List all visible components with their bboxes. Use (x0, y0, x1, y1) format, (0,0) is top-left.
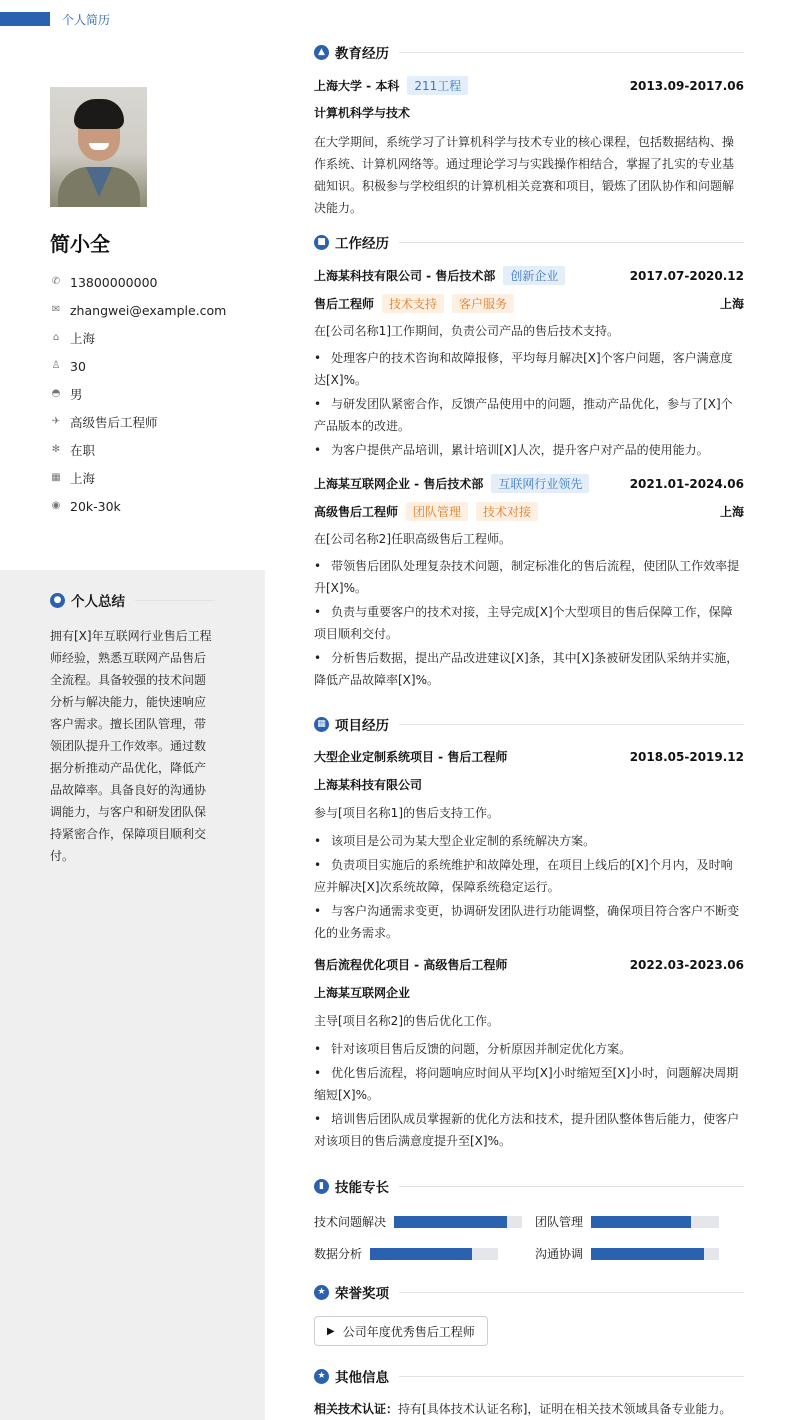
contact-info-text: 13800000000 (70, 274, 158, 290)
role-tag: 技术对接 (476, 502, 538, 521)
summary-header (50, 590, 215, 610)
project-row (314, 956, 744, 973)
job-role-row (314, 502, 744, 521)
school-name: 上海大学 - 本科 (314, 79, 400, 93)
job-bullets (314, 555, 744, 693)
job-company: 上海某互联网企业 - 售后技术部 (314, 477, 484, 491)
contact-info-text: 上海 (70, 471, 96, 486)
skill-bar-fill (370, 1248, 472, 1260)
project-intro: 主导[项目名称2]的售后优化工作。 (314, 1014, 499, 1028)
skill-bar-fill (591, 1248, 704, 1260)
section-divider (399, 1186, 744, 1187)
job-role: 售后工程师 (314, 297, 375, 311)
other-label: 相关技术认证： (314, 1402, 399, 1416)
section-divider (399, 52, 744, 53)
contact-info-text: 在职 (70, 443, 96, 458)
job-role-row (314, 294, 744, 313)
list-item: • 负责与重要客户的技术对接，主导完成[X]个大型项目的售后保障工作，保障项目顺利交付。 (314, 601, 744, 645)
project-name: 售后流程优化项目 - 高级售后工程师 (314, 958, 508, 972)
contact-info-list (50, 268, 226, 520)
project-bullets (314, 830, 744, 946)
contact-info-text: 上海 (70, 331, 96, 346)
section-divider (399, 724, 744, 725)
bar-chart-icon: ▮ (314, 1179, 329, 1194)
phone-icon: ✆ (51, 276, 61, 287)
project-company: 上海某互联网企业 (314, 986, 411, 1000)
salary-icon: ◉ (51, 500, 61, 511)
list-item: • 培训售后团队成员掌握新的优化方法和技术，提升团队整体售后能力，使客户对该项目的售后满意度提升至[X]%。 (314, 1108, 744, 1152)
skill-bar (370, 1248, 498, 1260)
job-company: 上海某科技有限公司 - 售后技术部 (314, 269, 496, 283)
list-item: • 与研发团队紧密合作，反馈产品使用中的问题，推动产品优化，参与了[X]个产品版本的改进。 (314, 393, 744, 437)
job-date: 2017.07-2020.12 (629, 268, 744, 283)
job-role: 高级售后工程师 (314, 505, 399, 519)
project-company-row (314, 776, 744, 793)
grid-icon: ▦ (314, 717, 329, 732)
awards-header (314, 1282, 744, 1302)
summary-text: 拥有[X]年互联网行业售后工程师经验，熟悉互联网产品售后全流程。具备较强的技术问题分析与解决能力，能快速响应客户需求。擅长团队管理，带领团队提升工作效率。通过数据分析推动产品优化，降低产品故障率。具备良好的沟通协调能力，与客户和研发团队保持紧密合作，保障项目顺利交付。 (50, 629, 212, 863)
city-icon: ▦ (51, 472, 61, 483)
job-tag: 互联网行业领先 (491, 474, 589, 493)
work-title: 工作经历 (335, 236, 389, 252)
projects-header (314, 714, 744, 734)
section-divider (399, 242, 744, 243)
graduation-cap-icon: ▲ (314, 45, 329, 60)
contact-info-item (50, 324, 226, 352)
skill-name: 数据分析 (314, 1247, 363, 1261)
other-title: 其他信息 (335, 1370, 389, 1386)
page-title: 个人简历 (62, 13, 111, 27)
contact-info-item (50, 352, 226, 380)
role-tag: 技术支持 (382, 294, 444, 313)
other-info (314, 1400, 754, 1417)
project-row (314, 748, 744, 765)
contact-info-item (50, 296, 226, 324)
job-intro: 在[公司名称2]任职高级售后工程师。 (314, 532, 511, 546)
project-intro: 参与[项目名称1]的售后支持工作。 (314, 806, 499, 820)
project-company-row (314, 984, 744, 1001)
award-name: 公司年度优秀售后工程师 (342, 1324, 475, 1339)
home-icon: ⌂ (52, 332, 60, 343)
project-company: 上海某科技有限公司 (314, 778, 423, 792)
other-header (314, 1366, 744, 1386)
skill-item (314, 1245, 498, 1262)
section-divider (399, 1292, 744, 1293)
contact-info-item (50, 268, 226, 296)
briefcase-icon: ■ (314, 235, 329, 250)
job-icon: ✈ (51, 416, 61, 427)
project-name: 大型企业定制系统项目 - 售后工程师 (314, 750, 508, 764)
skill-bar-fill (591, 1216, 691, 1228)
skill-item (535, 1213, 719, 1230)
list-item: • 针对该项目售后反馈的问题，分析原因并制定优化方案。 (314, 1038, 744, 1060)
job-location: 上海 (719, 297, 744, 311)
list-item: • 负责项目实施后的系统维护和故障处理，在项目上线后的[X]个月内，及时响应并解决[X]次系统故障，保障系统稳定运行。 (314, 854, 744, 898)
list-item: • 分析售后数据，提出产品改进建议[X]条，其中[X]条被研发团队采纳并实施，降低产品故障率[X]%。 (314, 647, 744, 691)
education-title: 教育经历 (335, 46, 389, 62)
list-item: • 该项目是公司为某大型企业定制的系统解决方案。 (314, 830, 744, 852)
major-row (314, 104, 744, 121)
skill-name: 团队管理 (535, 1215, 584, 1229)
major: 计算机科学与技术 (314, 106, 411, 120)
school-tag: 211工程 (407, 76, 468, 95)
skill-name: 沟通协调 (535, 1247, 584, 1261)
project-date: 2022.03-2023.06 (629, 957, 744, 972)
list-item: • 与客户沟通需求变更，协调研发团队进行功能调整，确保项目符合客户不断变化的业务需求。 (314, 900, 744, 944)
job-tag: 创新企业 (503, 266, 565, 285)
skill-item (535, 1245, 719, 1262)
user-icon: ● (50, 593, 65, 608)
contact-info-text: zhangwei@example.com (70, 302, 227, 318)
contact-info-item (50, 380, 226, 408)
contact-info-text: 30 (70, 358, 86, 374)
job-row (314, 266, 744, 285)
award-chip (314, 1316, 488, 1346)
skills-title: 技能专长 (335, 1180, 389, 1196)
skills-header (314, 1176, 744, 1196)
list-item: • 优化售后流程，将问题响应时间从平均[X]小时缩短至[X]小时，问题解决周期缩短[X]%。 (314, 1062, 744, 1106)
contact-info-text: 高级售后工程师 (70, 415, 158, 430)
job-row (314, 474, 744, 493)
status-icon: ✻ (51, 444, 61, 455)
section-divider (135, 600, 215, 601)
job-location: 上海 (719, 505, 744, 519)
education-header (314, 42, 744, 62)
info-icon: ★ (314, 1369, 329, 1384)
education-desc: 在大学期间，系统学习了计算机科学与技术专业的核心课程，包括数据结构、操作系统、计算机网络等。通过理论学习与实践操作相结合，掌握了扎实的专业基础知识。积极参与学校组织的计算机相关竞赛和项目，锻炼了团队协作和问题解决能力。 (314, 135, 735, 215)
work-header (314, 232, 744, 252)
contact-info-text: 男 (70, 387, 83, 402)
education-date: 2013.09-2017.06 (629, 78, 744, 93)
project-bullets (314, 1038, 744, 1154)
play-icon: ▶ (327, 1325, 335, 1337)
skill-name: 技术问题解决 (314, 1215, 387, 1229)
project-date: 2018.05-2019.12 (629, 749, 744, 764)
education-row (314, 76, 744, 95)
role-tag: 客户服务 (452, 294, 514, 313)
skill-item (314, 1213, 522, 1230)
header-accent-bar (0, 12, 50, 26)
projects-title: 项目经历 (335, 718, 389, 734)
job-date: 2021.01-2024.06 (629, 476, 744, 491)
skill-bar (591, 1216, 719, 1228)
contact-info-text: 20k-30k (70, 498, 121, 514)
contact-info-item (50, 464, 226, 492)
list-item: • 为客户提供产品培训，累计培训[X]人次，提升客户对产品的使用能力。 (314, 439, 744, 461)
mail-icon: ✉ (51, 304, 61, 315)
list-item: • 带领售后团队处理复杂技术问题，制定标准化的售后流程，使团队工作效率提升[X]%。 (314, 555, 744, 599)
awards-title: 荣誉奖项 (335, 1286, 389, 1302)
skill-bar (394, 1216, 522, 1228)
section-divider (399, 1376, 744, 1377)
gender-icon: ◓ (51, 388, 61, 399)
list-item: • 处理客户的技术咨询和故障报修，平均每月解决[X]个客户问题，客户满意度达[X]%。 (314, 347, 744, 391)
age-icon: ♙ (51, 360, 61, 371)
contact-info-item (50, 492, 226, 520)
job-intro: 在[公司名称1]工作期间，负责公司产品的售后技术支持。 (314, 324, 620, 338)
contact-info-item (50, 408, 226, 436)
contact-info-item (50, 436, 226, 464)
profile-name: 简小全 (50, 232, 110, 256)
avatar (50, 87, 147, 207)
role-tag: 团队管理 (406, 502, 468, 521)
job-bullets (314, 347, 744, 463)
award-icon: ★ (314, 1285, 329, 1300)
summary-title: 个人总结 (71, 594, 125, 610)
skill-bar-fill (394, 1216, 507, 1228)
other-text: 持有[具体技术认证名称]，证明在相关技术领域具备专业能力。 (398, 1402, 732, 1416)
skill-bar (591, 1248, 719, 1260)
